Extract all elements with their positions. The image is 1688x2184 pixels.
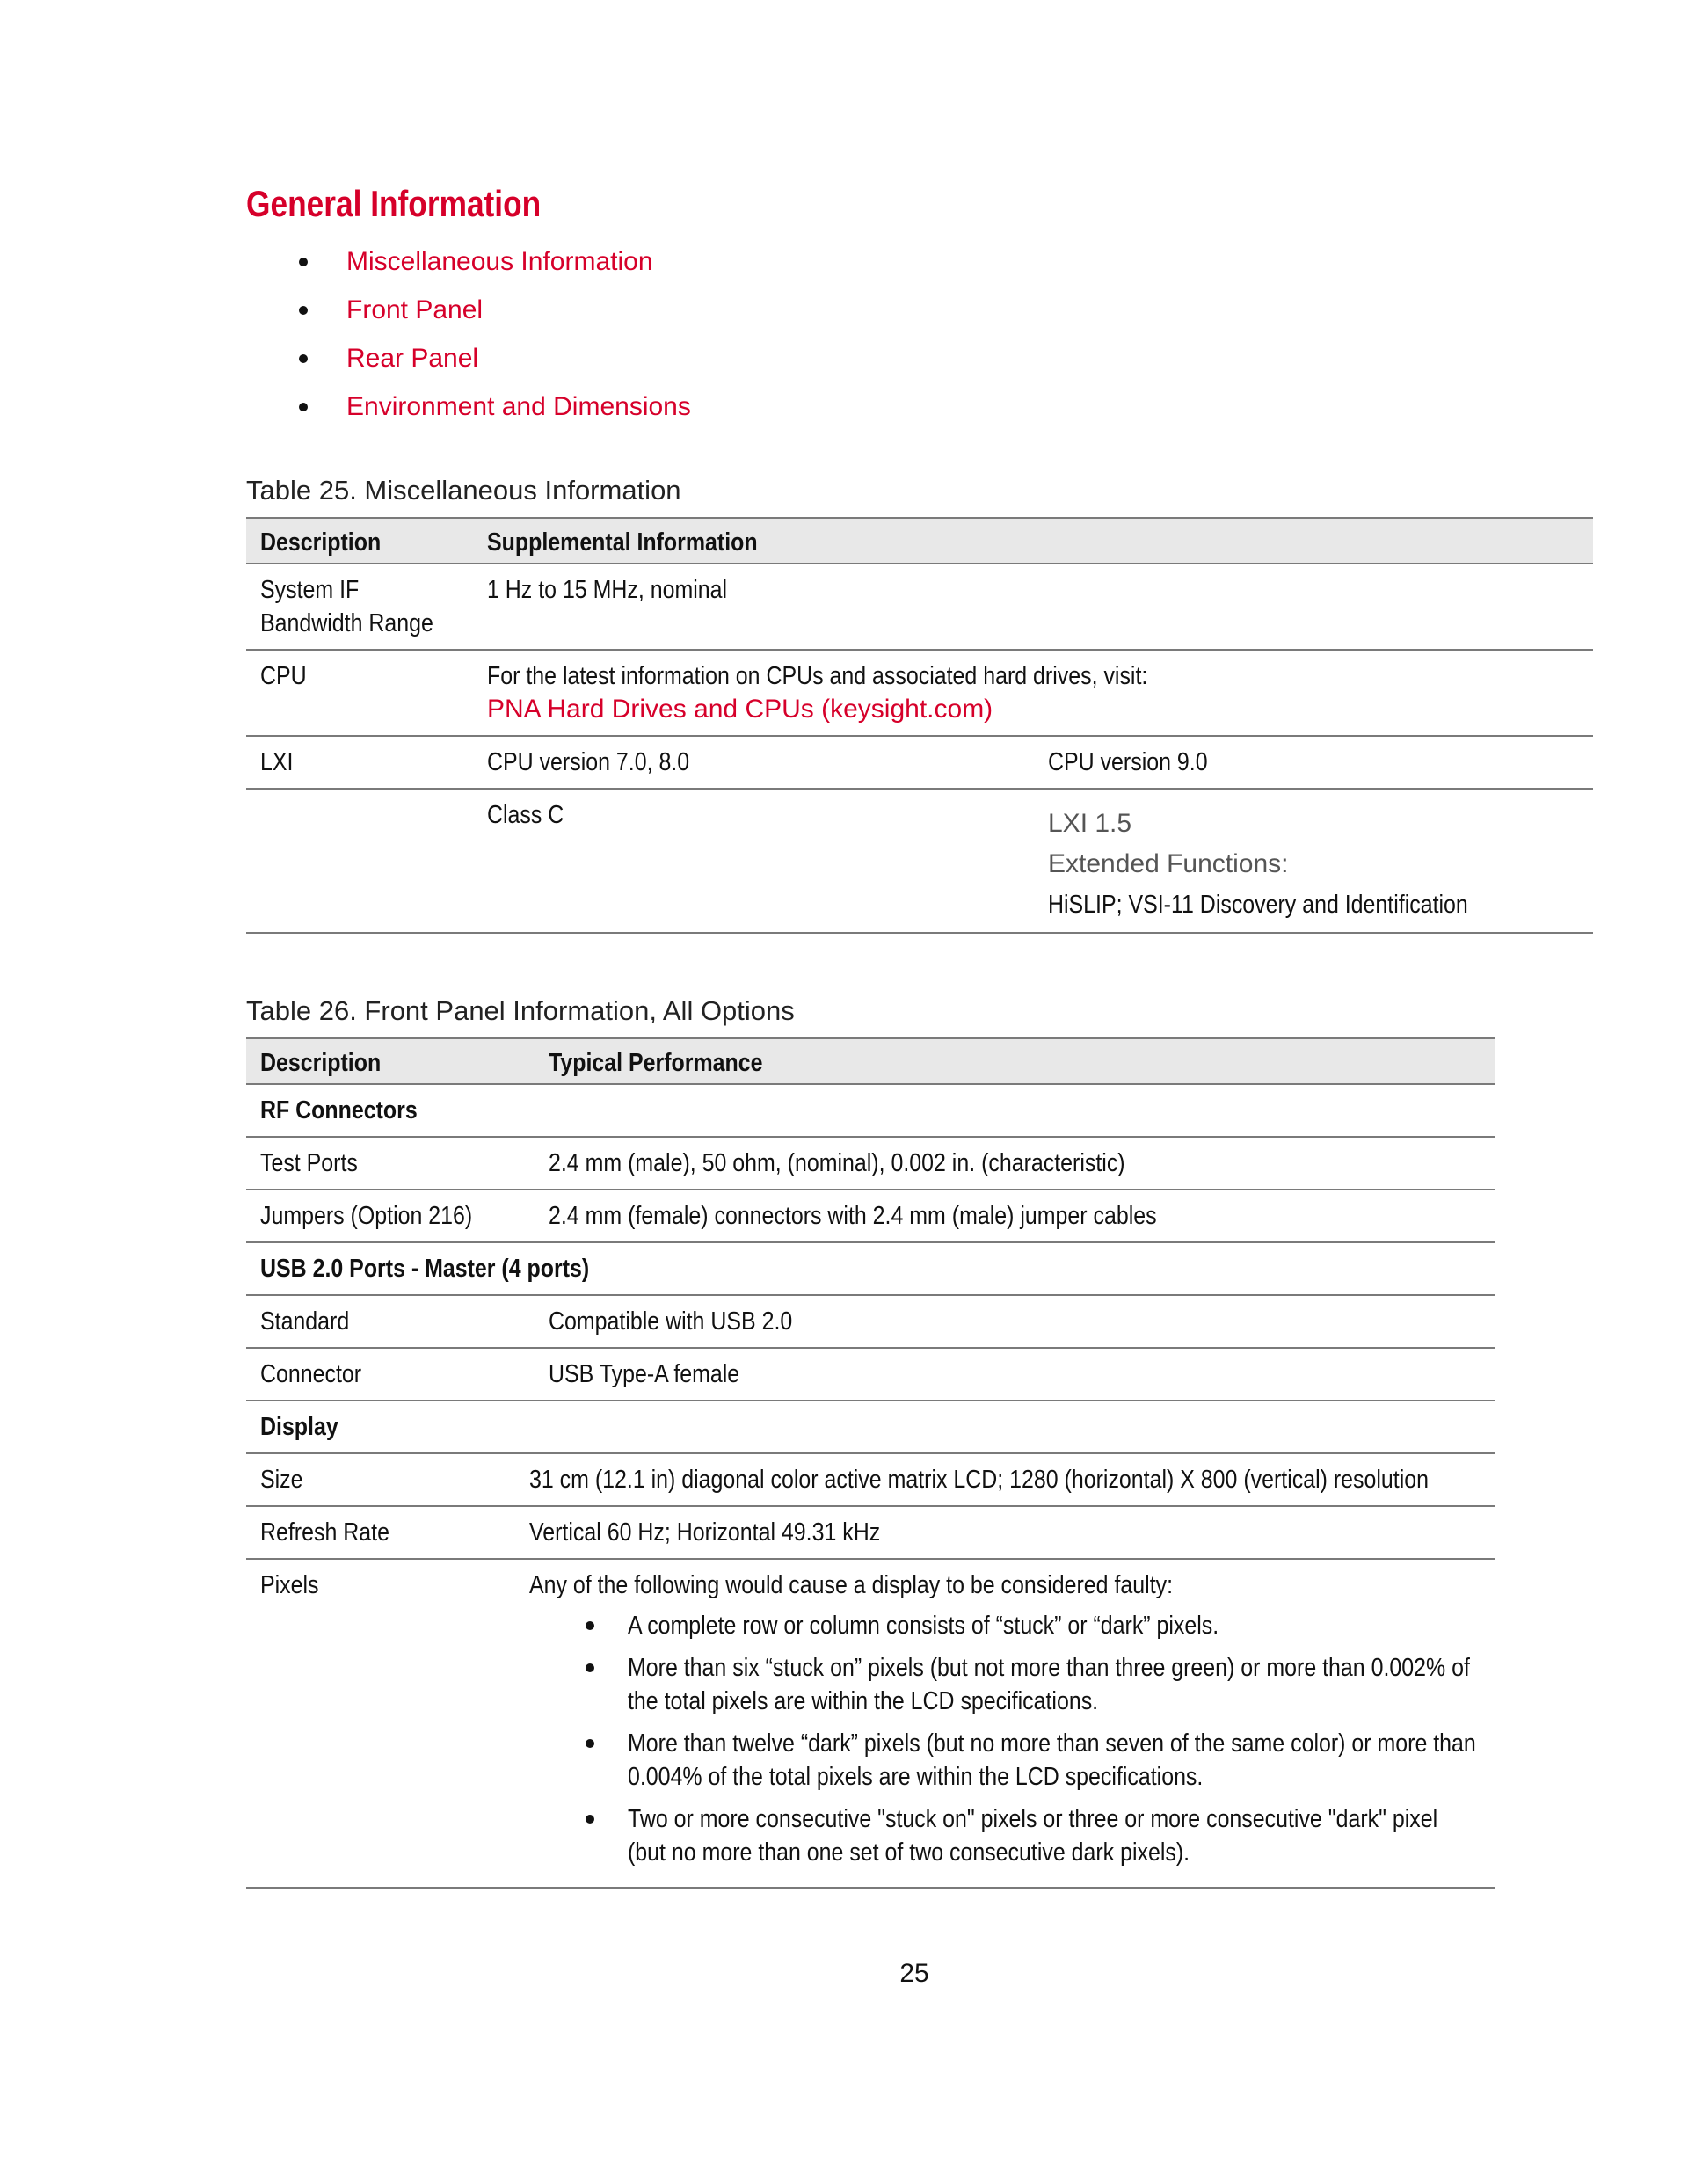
table-row bbox=[246, 1559, 1495, 1888]
lxi-col2-header: CPU version 9.0 bbox=[1034, 736, 1593, 789]
bullet-icon bbox=[586, 1621, 594, 1630]
bullet-icon bbox=[299, 258, 308, 266]
toc-link-rear-panel[interactable]: Rear Panel bbox=[346, 344, 479, 373]
bullet-icon bbox=[586, 1815, 594, 1824]
table-row bbox=[246, 1348, 1495, 1401]
toc-link-misc[interactable]: Miscellaneous Information bbox=[346, 247, 653, 276]
toc-link-front-panel[interactable]: Front Panel bbox=[346, 295, 484, 324]
row-value: 2.4 mm (female) connectors with 2.4 mm (male) jumper cables bbox=[515, 1190, 1495, 1242]
row-value: 31 cm (12.1 in) diagonal color active matrix LCD; 1280 (horizontal) X 800 (vertical) resolution bbox=[515, 1453, 1495, 1506]
row-description: Jumpers (Option 216) bbox=[246, 1190, 515, 1242]
table-row bbox=[246, 1295, 1495, 1348]
section-row bbox=[246, 1242, 1495, 1295]
column-header: Description bbox=[246, 518, 473, 564]
column-header: Typical Performance bbox=[515, 1038, 1495, 1084]
table-row bbox=[246, 736, 1593, 789]
row-description: LXI bbox=[246, 736, 473, 789]
list-item: Two or more consecutive "stuck on" pixels or three or more consecutive "dark" pixel (but no more than one set of two consecutive dark pixels). bbox=[529, 1802, 1481, 1869]
row-description: Test Ports bbox=[246, 1137, 515, 1190]
pixels-intro: Any of the following would cause a display to be considered faulty: bbox=[529, 1571, 1174, 1599]
table-row bbox=[246, 650, 1593, 736]
row-value: Vertical 60 Hz; Horizontal 49.31 kHz bbox=[515, 1506, 1495, 1559]
table-row bbox=[246, 1506, 1495, 1559]
table-row bbox=[246, 789, 1593, 933]
section-row bbox=[246, 1401, 1495, 1453]
row-value bbox=[473, 650, 1593, 736]
row-description: System IF Bandwidth Range bbox=[246, 564, 473, 650]
table25-caption: Table 25. Miscellaneous Information bbox=[246, 475, 681, 506]
row-value: 2.4 mm (male), 50 ohm, (nominal), 0.002 in. (characteristic) bbox=[515, 1137, 1495, 1190]
column-header: Supplemental Information bbox=[473, 518, 1593, 564]
bullet-icon bbox=[299, 354, 308, 363]
toc-link-environment[interactable]: Environment and Dimensions bbox=[346, 392, 691, 421]
bullet-icon bbox=[299, 403, 308, 411]
row-description: Connector bbox=[246, 1348, 515, 1401]
bullet-icon bbox=[586, 1739, 594, 1748]
section-label: RF Connectors bbox=[246, 1084, 1495, 1137]
table-row bbox=[246, 1137, 1495, 1190]
row-description: CPU bbox=[246, 650, 473, 736]
cpu-link[interactable]: PNA Hard Drives and CPUs (keysight.com) bbox=[487, 695, 993, 724]
list-item: A complete row or column consists of “stuck” or “dark” pixels. bbox=[529, 1609, 1481, 1642]
table-row bbox=[246, 1453, 1495, 1506]
list-item: More than twelve “dark” pixels (but no more than seven of the same color) or more than 0.004% of the total pixels are within the LCD specifications. bbox=[529, 1727, 1481, 1794]
lxi-version: LXI 1.5 bbox=[1048, 809, 1132, 838]
table25 bbox=[246, 517, 1593, 934]
lxi-col1-header: CPU version 7.0, 8.0 bbox=[473, 736, 1034, 789]
table26 bbox=[246, 1037, 1495, 1889]
lxi-extended-label: Extended Functions: bbox=[1048, 849, 1289, 878]
row-value: USB Type-A female bbox=[515, 1348, 1495, 1401]
row-value: Compatible with USB 2.0 bbox=[515, 1295, 1495, 1348]
row-description: Refresh Rate bbox=[246, 1506, 515, 1559]
table25-header-row bbox=[246, 518, 1593, 564]
row-description: Pixels bbox=[246, 1559, 515, 1888]
lxi-extended-value: HiSLIP; VSI-11 Discovery and Identification bbox=[1048, 891, 1468, 919]
section-row bbox=[246, 1084, 1495, 1137]
pixels-criteria-list bbox=[529, 1609, 1481, 1869]
lxi-col1-value: Class C bbox=[473, 789, 1034, 933]
section-label: USB 2.0 Ports - Master (4 ports) bbox=[246, 1242, 1495, 1295]
bullet-icon bbox=[586, 1663, 594, 1672]
list-item: More than six “stuck on” pixels (but not more than three green) or more than 0.002% of the total pixels are within the LCD specifications. bbox=[529, 1651, 1481, 1718]
table26-header-row bbox=[246, 1038, 1495, 1084]
row-description: Standard bbox=[246, 1295, 515, 1348]
page-number: 25 bbox=[899, 1959, 929, 1988]
lxi-col2-value bbox=[1034, 789, 1593, 933]
column-header: Description bbox=[246, 1038, 515, 1084]
cpu-text: For the latest information on CPUs and associated hard drives, visit: bbox=[487, 662, 1148, 690]
row-value: 1 Hz to 15 MHz, nominal bbox=[473, 564, 1593, 650]
section-label: Display bbox=[246, 1401, 1495, 1453]
table-row bbox=[246, 564, 1593, 650]
row-description bbox=[246, 789, 473, 933]
row-value bbox=[515, 1559, 1495, 1888]
row-description: Size bbox=[246, 1453, 515, 1506]
section-heading: General Information bbox=[246, 183, 542, 224]
table26-caption: Table 26. Front Panel Information, All Options bbox=[246, 995, 795, 1026]
table-row bbox=[246, 1190, 1495, 1242]
bullet-icon bbox=[299, 306, 308, 315]
